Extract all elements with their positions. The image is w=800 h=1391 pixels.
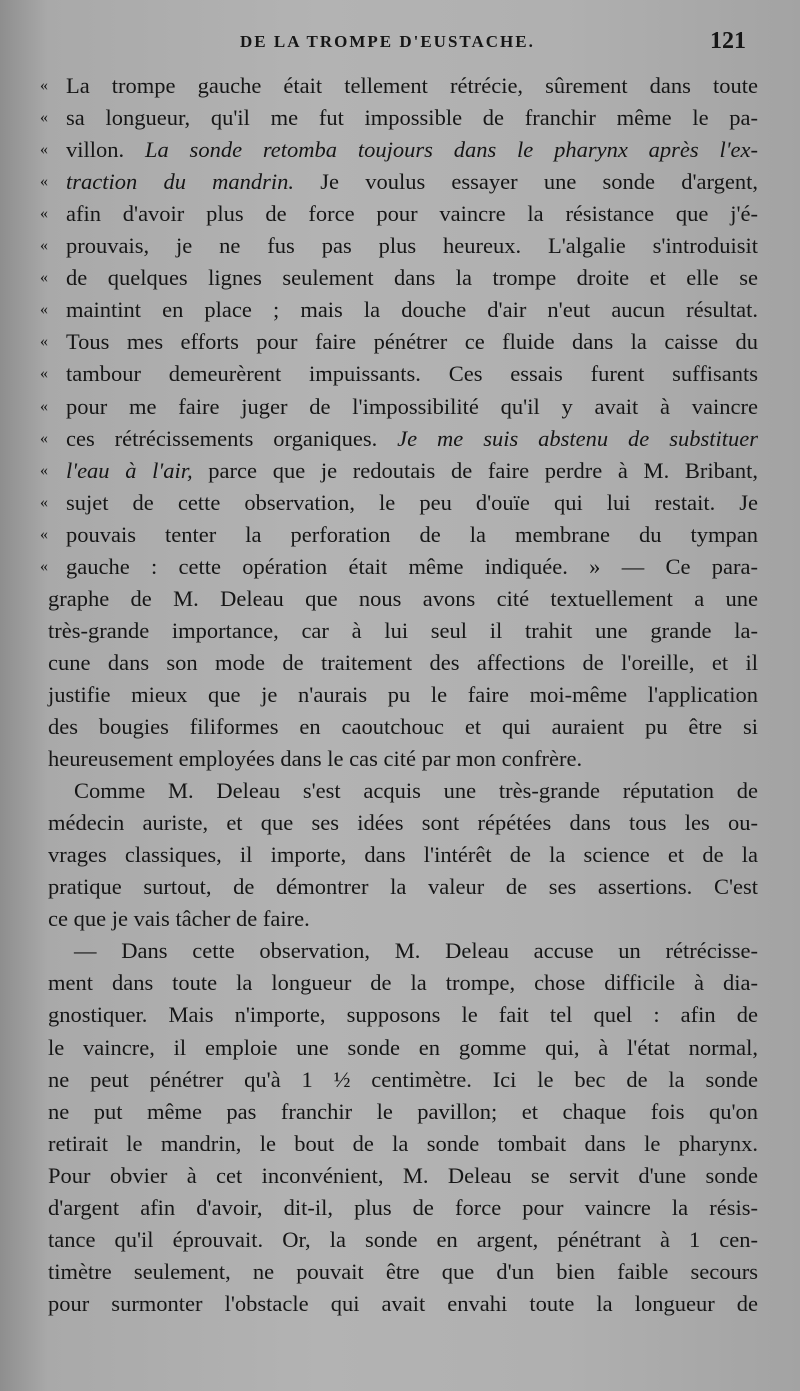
roman-text: maintint en place ; mais la douche d'air n'eut aucun résultat. bbox=[66, 297, 758, 323]
roman-text: gauche : cette opération était même indiquée. » — Ce para- bbox=[66, 553, 758, 579]
line-text bbox=[48, 743, 758, 775]
roman-text: de quelques lignes seulement dans la trompe droite et elle se bbox=[66, 265, 758, 291]
quote-mark: « bbox=[40, 365, 48, 383]
text-line bbox=[0, 647, 800, 679]
quote-mark: « bbox=[40, 557, 48, 575]
roman-text: ce que je vais tâcher de faire. bbox=[48, 906, 310, 932]
text-line bbox=[0, 1288, 800, 1320]
text-line bbox=[0, 198, 800, 230]
roman-text: des bougies filiformes en caoutchouc et qui auraient pu être si bbox=[48, 714, 758, 739]
roman-text: Je voulus essayer une sonde d'argent, bbox=[294, 169, 758, 195]
text-line bbox=[0, 967, 800, 999]
line-text bbox=[74, 775, 758, 807]
page-header bbox=[0, 30, 800, 60]
roman-text: timètre seulement, ne pouvait être que d'un bien faible secours bbox=[48, 1258, 758, 1284]
quote-mark: « bbox=[40, 525, 48, 543]
text-line bbox=[0, 455, 800, 487]
line-text bbox=[66, 519, 758, 551]
text-line bbox=[0, 1192, 800, 1224]
text-line bbox=[0, 1160, 800, 1192]
text-line bbox=[0, 102, 800, 134]
roman-text: Comme M. Deleau s'est acquis une très-grande réputation de bbox=[74, 778, 758, 804]
line-text bbox=[48, 1256, 758, 1288]
line-text bbox=[48, 967, 758, 999]
italic-text: traction du mandrin. bbox=[66, 169, 295, 195]
text-line bbox=[0, 551, 800, 583]
roman-text: prouvais, je ne fus pas plus heureux. L'algalie s'introduisit bbox=[66, 233, 758, 259]
roman-text: tance qu'il éprouvait. Or, la sonde en argent, pénétrant à 1 cen- bbox=[48, 1226, 758, 1252]
text-line bbox=[0, 519, 800, 551]
line-text bbox=[48, 679, 758, 711]
text-line bbox=[0, 775, 800, 807]
quote-mark: « bbox=[40, 205, 48, 223]
line-text bbox=[66, 198, 758, 230]
quote-mark: « bbox=[40, 77, 48, 94]
text-line bbox=[0, 1256, 800, 1288]
roman-text: gnostiquer. Mais n'importe, supposons le fait tel quel : afin de bbox=[48, 1002, 758, 1028]
roman-text: sa longueur, qu'il me fut impossible de franchir même le pa- bbox=[66, 105, 758, 131]
roman-text: heureusement employées dans le cas cité par mon confrère. bbox=[48, 746, 583, 772]
running-head: DE LA TROMPE D'EUSTACHE. bbox=[240, 32, 535, 51]
line-text bbox=[48, 1224, 758, 1256]
quote-mark: « bbox=[40, 301, 48, 319]
roman-text: ces rétrécissements organiques. bbox=[66, 425, 398, 451]
line-text bbox=[48, 1160, 758, 1192]
line-text bbox=[48, 615, 758, 647]
quote-mark: « bbox=[40, 141, 48, 159]
line-text bbox=[48, 1064, 758, 1096]
roman-text: afin d'avoir plus de force pour vaincre la résistance que j'é- bbox=[66, 201, 758, 227]
quote-mark: « bbox=[40, 429, 48, 447]
roman-text: — Dans cette observation, M. Deleau accuse un rétrécisse- bbox=[74, 938, 758, 964]
roman-text: pour surmonter l'obstacle qui avait envahi toute la longueur de bbox=[48, 1290, 758, 1316]
line-text bbox=[48, 583, 758, 615]
line-text bbox=[66, 423, 758, 455]
text-line bbox=[0, 583, 800, 615]
quote-mark: « bbox=[40, 397, 48, 415]
line-text bbox=[48, 1192, 758, 1224]
line-text bbox=[66, 70, 758, 102]
quote-mark: « bbox=[40, 237, 48, 255]
line-text bbox=[66, 134, 758, 166]
text-line bbox=[0, 1224, 800, 1256]
roman-text: d'argent afin d'avoir, dit-il, plus de force pour vaincre la résis- bbox=[48, 1194, 758, 1220]
line-text bbox=[48, 647, 758, 679]
roman-text: Tous mes efforts pour faire pénétrer ce fluide dans la caisse du bbox=[66, 329, 758, 355]
text-line bbox=[0, 1064, 800, 1096]
quote-mark: « bbox=[40, 109, 48, 127]
roman-text: justifie mieux que je n'aurais pu le faire moi-même l'application bbox=[48, 681, 758, 707]
text-line bbox=[0, 1032, 800, 1064]
line-text bbox=[48, 807, 758, 839]
text-line bbox=[0, 423, 800, 455]
line-text bbox=[48, 711, 758, 743]
text-line bbox=[0, 1128, 800, 1160]
roman-text: tambour demeurèrent impuissants. Ces essais furent suffisants bbox=[66, 361, 758, 387]
text-line bbox=[0, 615, 800, 647]
text-line bbox=[0, 679, 800, 711]
line-text bbox=[48, 1288, 758, 1320]
text-line bbox=[0, 711, 800, 743]
text-line bbox=[0, 903, 800, 935]
line-text bbox=[48, 999, 758, 1031]
text-line bbox=[0, 807, 800, 839]
line-text bbox=[66, 230, 758, 262]
text-line bbox=[0, 839, 800, 871]
page-number: 121 bbox=[710, 28, 746, 54]
roman-text: villon. bbox=[66, 137, 145, 163]
text-line bbox=[0, 134, 800, 166]
text-line bbox=[0, 70, 800, 102]
line-text bbox=[48, 1128, 758, 1160]
quote-mark: « bbox=[40, 173, 48, 191]
italic-text: Je me suis abstenu de substituer bbox=[397, 425, 758, 451]
text-line bbox=[0, 391, 800, 423]
line-text bbox=[66, 262, 758, 294]
roman-text: Pour obvier à cet inconvénient, M. Deleau se servit d'une sonde bbox=[48, 1162, 758, 1188]
line-text bbox=[66, 455, 758, 487]
roman-text: ment dans toute la longueur de la trompe, chose difficile à dia- bbox=[48, 970, 758, 996]
text-line bbox=[0, 1096, 800, 1128]
line-text bbox=[66, 102, 758, 134]
line-text bbox=[66, 166, 758, 198]
line-text bbox=[66, 487, 758, 519]
roman-text: parce que je redoutais de faire perdre à M. Bribant, bbox=[192, 457, 758, 483]
roman-text: graphe de M. Deleau que nous avons cité textuellement a une bbox=[48, 585, 758, 611]
italic-text: La sonde retomba toujours dans le pharynx après l'ex- bbox=[144, 137, 758, 163]
line-text bbox=[74, 935, 758, 967]
italic-text: l'eau à l'air, bbox=[66, 457, 193, 483]
roman-text: ne peut pénétrer qu'à 1 ½ centimètre. Ici le bec de la sonde bbox=[48, 1066, 758, 1092]
line-text bbox=[66, 391, 758, 423]
line-text bbox=[48, 1032, 758, 1064]
roman-text: le vaincre, il emploie une sonde en gomme qui, à l'état normal, bbox=[48, 1034, 758, 1060]
text-line bbox=[0, 358, 800, 390]
line-text bbox=[48, 871, 758, 903]
roman-text: sujet de cette observation, le peu d'ouïe qui lui restait. Je bbox=[66, 489, 758, 515]
roman-text: pratique surtout, de démontrer la valeur de ses assertions. C'est bbox=[48, 874, 758, 900]
text-line bbox=[0, 743, 800, 775]
quote-mark: « bbox=[40, 333, 48, 351]
roman-text: cune dans son mode de traitement des affections de l'oreille, et il bbox=[48, 649, 758, 675]
text-line bbox=[0, 166, 800, 198]
roman-text: très-grande importance, car à lui seul il trahit une grande la- bbox=[48, 617, 758, 643]
roman-text: ne put même pas franchir le pavillon; et chaque fois qu'on bbox=[48, 1098, 758, 1124]
text-line bbox=[0, 487, 800, 519]
roman-text: médecin auriste, et que ses idées sont répétées dans tous les ou- bbox=[48, 810, 758, 836]
line-text bbox=[66, 358, 758, 390]
quote-mark: « bbox=[40, 269, 48, 287]
line-text bbox=[48, 839, 758, 871]
line-text bbox=[48, 903, 758, 935]
roman-text: La trompe gauche était tellement rétrécie, sûrement dans toute bbox=[66, 73, 758, 98]
quote-mark: « bbox=[40, 493, 48, 511]
text-line bbox=[0, 999, 800, 1031]
text-line bbox=[0, 326, 800, 358]
text-line bbox=[0, 262, 800, 294]
roman-text: vrages classiques, il importe, dans l'intérêt de la science et de la bbox=[48, 842, 758, 868]
roman-text: retirait le mandrin, le bout de la sonde tombait dans le pharynx. bbox=[48, 1130, 758, 1156]
quote-mark: « bbox=[40, 461, 48, 479]
line-text bbox=[66, 294, 758, 326]
text-line bbox=[0, 935, 800, 967]
text-line bbox=[0, 871, 800, 903]
roman-text: pour me faire juger de l'impossibilité qu'il y avait à vaincre bbox=[66, 393, 758, 419]
line-text bbox=[66, 551, 758, 583]
line-text bbox=[66, 326, 758, 358]
roman-text: pouvais tenter la perforation de la membrane du tympan bbox=[66, 521, 758, 547]
text-line bbox=[0, 294, 800, 326]
text-line bbox=[0, 230, 800, 262]
line-text bbox=[48, 1096, 758, 1128]
